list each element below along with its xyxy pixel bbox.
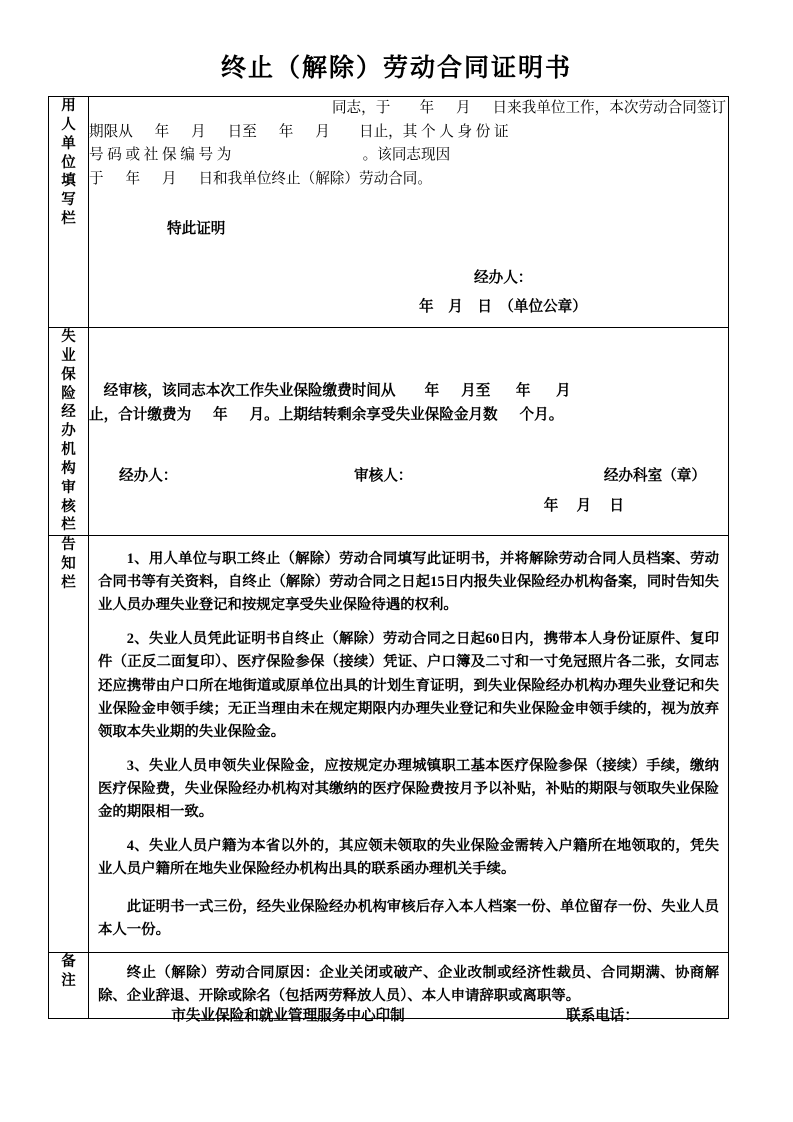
- insurance-review-line-1: 经审核，该同志本次工作失业保险缴费时间从 年 月至 年 月: [89, 383, 571, 399]
- row-label-remarks: 备 注: [49, 952, 89, 1018]
- insurance-date-line[interactable]: 年 月 日: [543, 497, 624, 514]
- notice-area: [89, 536, 729, 953]
- row-label-insurance-review: 失 业 保 险 经 办 机 构 审 核 栏: [49, 328, 89, 536]
- notice-item: 1、用人单位与职工终止（解除）劳动合同填写此证明书，并将解除劳动合同人员档案、劳动合同书等有关资料，自终止（解除）劳动合同之日起15日内报失业保险经办机构备案，同时告知失业人员办理失业登记和按规定享受失业保险待遇的权利。: [98, 551, 719, 614]
- row-label-employer: 用 人 单 位 填 写 栏: [49, 97, 89, 328]
- insurance-reviewer-label[interactable]: 审核人：: [354, 468, 413, 485]
- footer-printer-text: 市失业保险和就业管理服务中心印制: [171, 1008, 405, 1024]
- row-label-notice: 告 知 栏: [49, 536, 89, 953]
- remarks-text: 终止（解除）劳动合同原因：企业关闭或破产、企业改制或经济性裁员、合同期满、协商解除、企业辞退、开除或除名（包括两劳释放人员）、本人申请辞职或离职等。: [98, 964, 719, 1005]
- table-row-employer: [49, 97, 729, 328]
- notice-item: 2、失业人员凭此证明书自终止（解除）劳动合同之日起60日内，携带本人身份证原件、复印件（正反二面复印）、医疗保险参保（接续）凭证、户口簿及二寸和一寸免冠照片各二张，女同志还应携带由户口所在地街道或原单位出具的计划生育证明，到失业保险经办机构办理失业登记和失业保险金申领手续；无正当理由未在规定期限内办理失业登记和失业保险金申领手续的，视为放弃领取本失业期的失业保险金。: [98, 631, 719, 740]
- employer-fill-area[interactable]: [89, 97, 729, 328]
- table-row-notice: [49, 536, 729, 953]
- insurance-review-area[interactable]: [89, 328, 729, 536]
- employer-handler-label[interactable]: 经办人：: [474, 270, 533, 287]
- notice-items-list: [89, 536, 728, 952]
- notice-item: 4、失业人员户籍为本省以外的，其应领未领取的失业保险金需转入户籍所在地领取的，凭失业人员户籍所在地失业保险经办机构出具的联系函办理机关手续。: [98, 837, 719, 877]
- page-title: 终止（解除）劳动合同证明书: [220, 55, 572, 82]
- employer-line-1: 同志，于 年 月 日来我单位工作，本次劳动合同签订: [331, 100, 726, 116]
- insurance-signature-row: [89, 465, 728, 489]
- insurance-review-paragraph: [89, 328, 728, 427]
- employer-date-line[interactable]: 年 月 日 （单位公章）: [419, 298, 587, 315]
- insurance-handler-label[interactable]: 经办人：: [119, 468, 178, 485]
- notice-final-paragraph: 此证明书一式三份，经失业保险经办机构审核后存入本人档案一份、单位留存一份、失业人员本人一份。: [98, 898, 719, 938]
- table-row-insurance-review: [49, 328, 729, 536]
- footer-contact-label: 联系电话：: [566, 1008, 639, 1024]
- notice-item: 3、失业人员申领失业保险金，应按规定办理城镇职工基本医疗保险参保（接续）手续，缴纳医疗保险费，失业保险经办机构对其缴纳的医疗保险费按月予以补贴，补贴的期限与领取失业保险金的期限相一致。: [98, 757, 719, 820]
- employer-certify-text: 特此证明: [167, 220, 226, 237]
- employer-line-3: 号 码 或 社 保 编 号 为 。该同志现因: [89, 147, 451, 164]
- certificate-form-table: [48, 96, 729, 1019]
- employer-line-2: 期限从 年 月 日至 年 月 日止，其 个 人 身 份 证: [89, 123, 509, 140]
- employer-line-4: 于 年 月 日和我单位终止（解除）劳动合同。: [89, 170, 432, 187]
- insurance-office-seal-label[interactable]: 经办科室（章）: [603, 468, 706, 485]
- page-footer: [48, 1004, 729, 1025]
- insurance-review-line-2: 止，合计缴费为 年 月。上期结转剩余享受失业保险金月数 个月。: [89, 406, 564, 423]
